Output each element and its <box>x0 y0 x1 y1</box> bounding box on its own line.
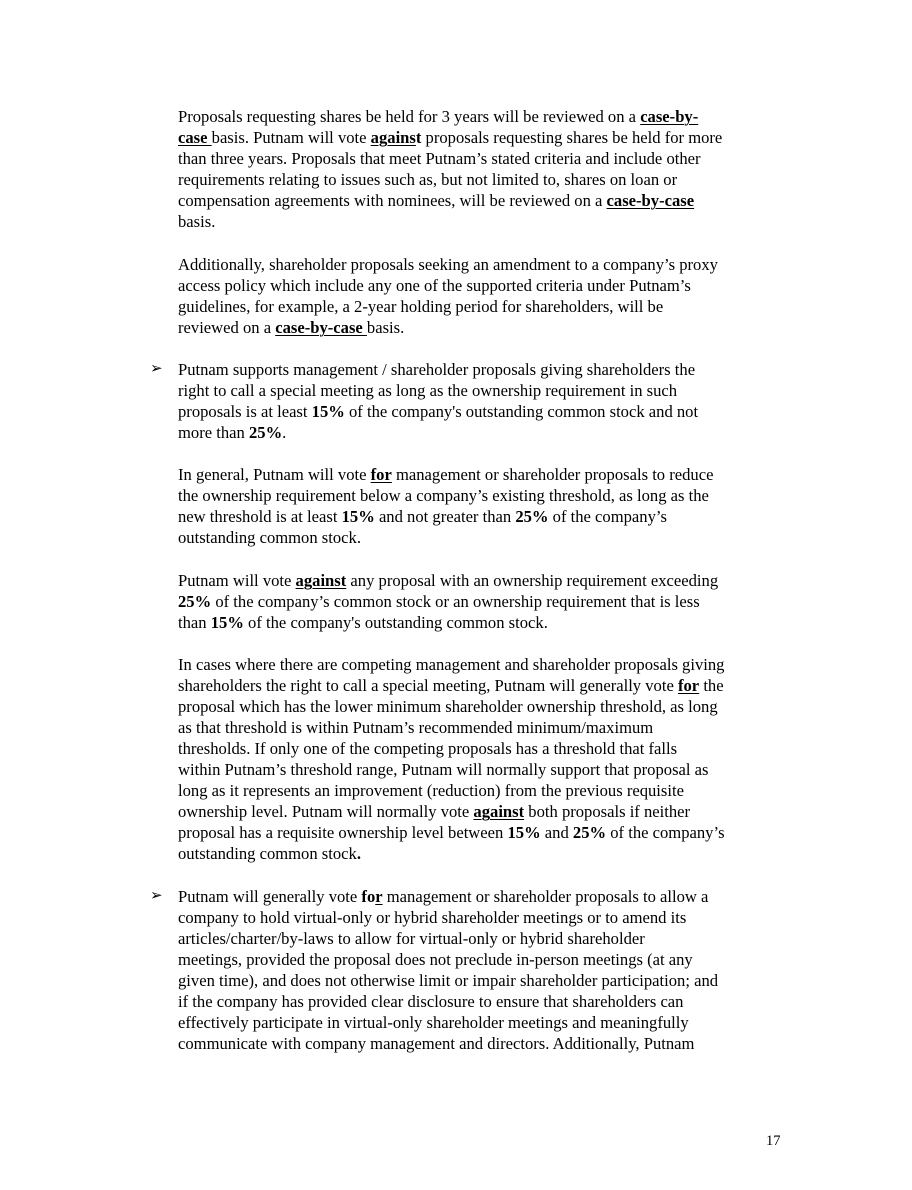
bullet-arrow-icon: ➢ <box>150 888 163 904</box>
emphasis-underlined: for <box>677 676 700 695</box>
text-line <box>178 801 690 822</box>
text-run: proposals is at least <box>178 402 312 421</box>
emphasis-bold: 15% <box>311 402 345 421</box>
emphasis-underlined: case-by- <box>640 107 699 126</box>
text-line <box>178 527 361 548</box>
text-run: In cases where there are competing management and shareholder proposals giving <box>178 655 725 674</box>
text-line <box>178 506 667 527</box>
text-run: right to call a special meeting as long as the ownership requirement in such <box>178 381 678 400</box>
text-run: meetings, provided the proposal does not preclude in-person meetings (at any <box>178 950 693 969</box>
text-run: Putnam supports management / shareholder proposals giving shareholders the <box>178 360 696 379</box>
text-line <box>178 211 215 232</box>
text-run: of the company’s <box>548 507 667 526</box>
text-run: the ownership requirement below a company’s existing threshold, as long as the <box>178 486 709 505</box>
text-line <box>178 359 695 380</box>
emphasis-bold: 15% <box>507 823 541 842</box>
emphasis-underlined: r <box>375 887 383 906</box>
emphasis-underlined: case-by-case <box>275 318 367 337</box>
emphasis-underlined: against <box>295 571 347 590</box>
text-run: and <box>540 823 573 842</box>
text-run: In general, Putnam will vote <box>178 465 371 484</box>
emphasis-bold: fo <box>361 887 376 906</box>
text-line <box>178 738 677 759</box>
emphasis-underlined: for <box>370 465 392 484</box>
text-line <box>178 190 694 211</box>
text-run: Putnam will vote <box>178 571 296 590</box>
text-line <box>178 843 361 864</box>
text-run: any proposal with an ownership requirement exceeding <box>346 571 719 590</box>
text-run: given time), and does not otherwise limit or impair shareholder participation; and <box>178 971 719 990</box>
text-line <box>178 422 286 443</box>
text-line <box>178 570 718 591</box>
text-line <box>178 991 683 1012</box>
text-line <box>178 275 691 296</box>
emphasis-bold: 15% <box>210 613 244 632</box>
text-line <box>178 148 701 169</box>
text-line <box>178 296 663 317</box>
text-run: outstanding common stock. <box>178 528 361 547</box>
text-line <box>178 717 653 738</box>
text-run: within Putnam’s threshold range, Putnam will normally support that proposal as <box>178 760 709 779</box>
text-run: Proposals requesting shares be held for 3 years will be reviewed on a <box>178 107 641 126</box>
emphasis-underlined: agains <box>370 128 416 147</box>
text-line <box>178 591 700 612</box>
text-run: thresholds. If only one of the competing proposals has a threshold that falls <box>178 739 678 758</box>
emphasis-bold: t <box>415 128 422 147</box>
text-line <box>178 822 725 843</box>
text-run: access policy which include any one of the supported criteria under Putnam’s <box>178 276 691 295</box>
text-run: the <box>699 676 724 695</box>
text-line <box>178 169 677 190</box>
text-line <box>178 780 684 801</box>
text-run: requirements relating to issues such as, but not limited to, shares on loan or <box>178 170 678 189</box>
text-run: compensation agreements with nominees, will be reviewed on a <box>178 191 607 210</box>
text-run: new threshold is at least <box>178 507 342 526</box>
text-line <box>178 485 709 506</box>
text-line <box>178 380 677 401</box>
text-line <box>178 907 686 928</box>
text-line <box>178 886 708 907</box>
text-line <box>178 1012 689 1033</box>
text-run: management or shareholder proposals to allow a <box>382 887 709 906</box>
text-line <box>178 928 645 949</box>
text-run: company to hold virtual-only or hybrid shareholder meetings or to amend its <box>178 908 687 927</box>
text-line <box>178 106 698 127</box>
text-run: and not greater than <box>374 507 516 526</box>
text-line <box>178 654 724 675</box>
text-run: proposal has a requisite ownership level between <box>178 823 508 842</box>
emphasis-bold: 25% <box>572 823 607 842</box>
page-number: 17 <box>766 1133 781 1149</box>
text-run: than three years. Proposals that meet Putnam’s stated criteria and include other <box>178 149 701 168</box>
text-run: shareholders the right to call a special meeting, Putnam will generally vote <box>178 676 678 695</box>
emphasis-bold: . <box>356 844 361 863</box>
text-run: guidelines, for example, a 2-year holding period for shareholders, will be <box>178 297 664 316</box>
text-line <box>178 970 718 991</box>
text-line <box>178 759 708 780</box>
text-run: outstanding common stock <box>178 844 357 863</box>
text-run: as that threshold is within Putnam’s recommended minimum/maximum <box>178 718 654 737</box>
text-run: long as it represents an improvement (reduction) from the previous requisite <box>178 781 684 800</box>
emphasis-bold: 25% <box>515 507 549 526</box>
emphasis-bold: 25% <box>178 592 212 611</box>
text-run: if the company has provided clear disclosure to ensure that shareholders can <box>178 992 684 1011</box>
text-line <box>178 317 404 338</box>
text-run: Additionally, shareholder proposals seeking an amendment to a company’s proxy <box>178 255 718 274</box>
text-line <box>178 675 724 696</box>
text-line <box>178 254 718 275</box>
text-run: articles/charter/by-laws to allow for virtual-only or hybrid shareholder <box>178 929 645 948</box>
bullet-arrow-icon: ➢ <box>150 361 163 377</box>
text-line <box>178 1033 694 1054</box>
text-run: than <box>178 613 211 632</box>
text-line <box>178 127 722 148</box>
emphasis-underlined: case <box>178 128 212 147</box>
emphasis-underlined: case-by-case <box>606 191 695 210</box>
text-run: of the company's outstanding common stock and not <box>344 402 699 421</box>
emphasis-underlined: against <box>473 802 525 821</box>
text-line <box>178 401 698 422</box>
text-run: more than <box>178 423 249 442</box>
text-run: basis. <box>178 212 216 231</box>
text-run: basis. <box>366 318 405 337</box>
text-line <box>178 949 693 970</box>
text-run: of the company’s <box>606 823 725 842</box>
text-run: effectively participate in virtual-only shareholder meetings and meaningfully <box>178 1013 689 1032</box>
text-run: of the company's outstanding common stock. <box>243 613 548 632</box>
text-run: reviewed on a <box>178 318 276 337</box>
text-line <box>178 696 718 717</box>
text-line <box>178 464 713 485</box>
text-run: ownership level. Putnam will normally vote <box>178 802 474 821</box>
text-run: Putnam will generally vote <box>178 887 362 906</box>
text-run: communicate with company management and directors. Additionally, Putnam <box>178 1034 695 1053</box>
text-line <box>178 612 548 633</box>
text-run: basis. Putnam will vote <box>211 128 371 147</box>
text-run: of the company’s common stock or an ownership requirement that is less <box>211 592 700 611</box>
emphasis-bold: 15% <box>341 507 375 526</box>
text-run: management or shareholder proposals to reduce <box>391 465 714 484</box>
text-run: proposals requesting shares be held for more <box>421 128 723 147</box>
emphasis-bold: 25% <box>248 423 283 442</box>
text-run: proposal which has the lower minimum shareholder ownership threshold, as long <box>178 697 718 716</box>
text-run: . <box>282 423 287 442</box>
text-run: both proposals if neither <box>524 802 691 821</box>
